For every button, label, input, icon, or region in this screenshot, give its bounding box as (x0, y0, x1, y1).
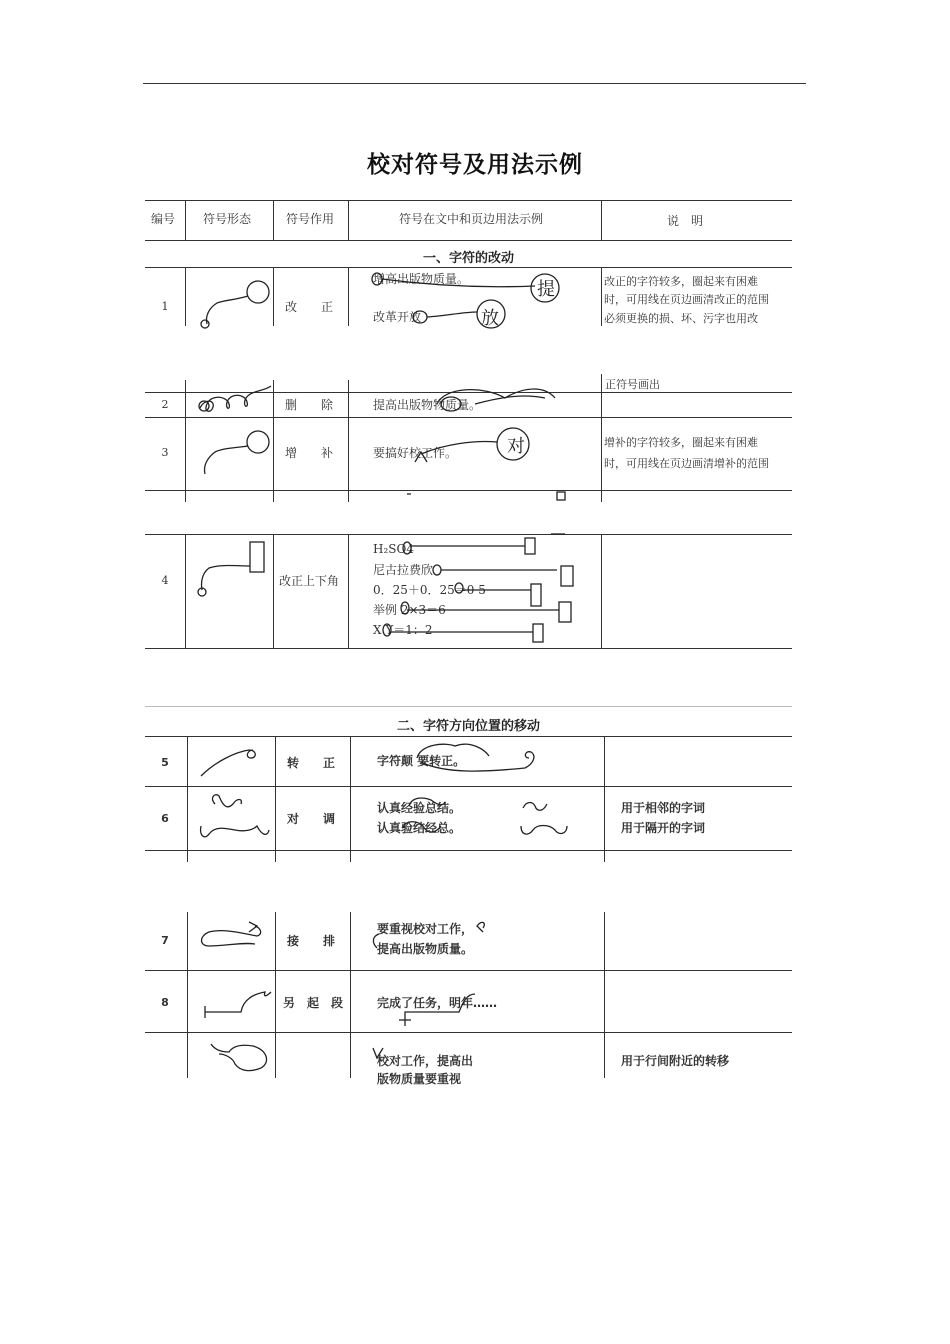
note-text: 正符号画出 (605, 378, 660, 391)
header-function: 符号作用 (286, 212, 335, 226)
margin-correction: 对 (507, 436, 525, 457)
note-text: 必须更换的损、坏、污字也用改 (604, 312, 758, 325)
proof-mark-drawings (145, 526, 792, 652)
row-number: 2 (161, 398, 169, 411)
table-fragment-section2 (145, 706, 792, 862)
example-text: 版物质量要重视 (377, 1072, 462, 1086)
note-text: 时，可用线在页边画清改正的范围 (604, 293, 769, 306)
example-text: 改革开放 (373, 310, 422, 324)
top-rule (143, 83, 806, 84)
example-text: 要搞好校工作。 (373, 446, 458, 460)
example-text: 认真经验总结。 (377, 801, 462, 815)
example-text: 完成了任务，明年…… (377, 996, 498, 1010)
example-text: 增高出版物质量。 (373, 272, 470, 286)
section-heading: 一、字符的改动 (422, 251, 514, 266)
header-example: 符号在文中和页边用法示例 (399, 212, 544, 226)
example-text: 尼古拉费欣 (373, 563, 434, 577)
mark-stroke (206, 296, 248, 324)
header-note: 说 明 (667, 214, 704, 228)
row-number: 3 (161, 446, 169, 459)
note-text: 增补的字符较多，圈起来有困难 (604, 436, 758, 449)
example-text: 校对工作，提高出 (377, 1054, 474, 1068)
row-function: 改 正 (285, 300, 334, 314)
header-no: 编号 (151, 212, 176, 226)
margin-correction: 提 (537, 279, 555, 300)
example-text: 认真验结经总。 (377, 821, 462, 835)
section-heading: 二、字符方向位置的移动 (396, 719, 540, 734)
note-text: 用于隔开的字词 (621, 821, 706, 835)
note-text: 时，可用线在页边画清增补的范围 (604, 457, 769, 470)
mark-circle (247, 281, 269, 303)
example-text: 要重视校对工作， (377, 922, 474, 936)
table-fragment-rows7-9 (145, 912, 792, 1086)
header-shape: 符号形态 (203, 212, 252, 226)
row-function: 删 除 (285, 398, 334, 412)
example-text: H₂SO4 (373, 542, 414, 556)
proof-mark-drawings (145, 200, 792, 328)
margin-correction: 放 (481, 308, 499, 329)
proof-mark-drawings (145, 706, 792, 862)
row-function: 另 起 段 (283, 996, 344, 1010)
row-number: 1 (161, 300, 169, 313)
row-function: 转 正 (287, 756, 336, 770)
example-text: 字符颠 要转正。 (377, 754, 466, 768)
row-number: 5 (161, 756, 169, 769)
example-text: 0．25＋0．25＝0 5 (373, 583, 486, 597)
row-number: 7 (161, 934, 169, 947)
row-number: 4 (161, 574, 169, 587)
table-fragment-rows (145, 374, 792, 502)
row-function: 对 调 (287, 812, 336, 826)
table-fragment-row4 (145, 526, 792, 652)
row-function: 增 补 (285, 446, 334, 460)
note-text: 改正的字符较多，圈起来有困难 (604, 275, 758, 288)
example-text: 举例 2×3＝6 (373, 603, 446, 617)
row-function: 接 排 (287, 934, 336, 948)
example-text: 提高出版物物质量。 (373, 398, 482, 412)
proof-mark-drawings (145, 374, 792, 502)
page-title: 校对符号及用法示例 (367, 152, 583, 178)
note-text: 用于行间附近的转移 (621, 1054, 730, 1068)
row-number: 6 (161, 812, 169, 825)
row-number: 8 (161, 996, 169, 1009)
table-fragment-header (145, 200, 792, 328)
example-text: X Y＝1：2 (373, 623, 433, 637)
row-function: 改正上下角 (279, 574, 340, 588)
note-text: 用于相邻的字词 (621, 801, 706, 815)
example-text: 提高出版物质量。 (377, 942, 474, 956)
